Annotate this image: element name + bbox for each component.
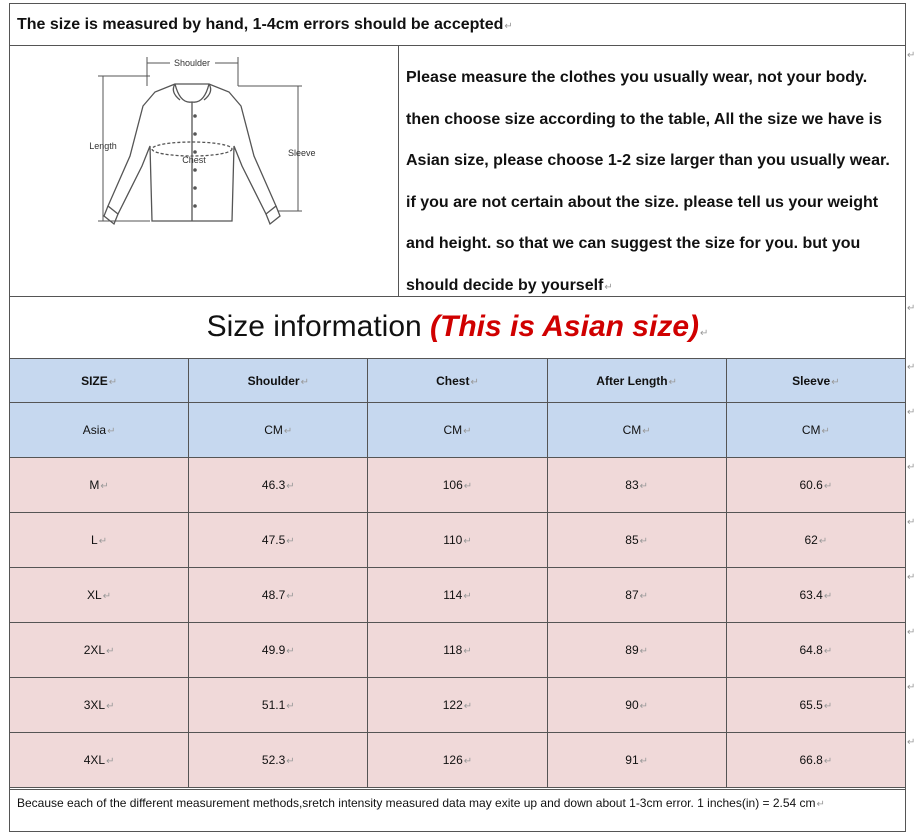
table-cell: 47.5↵: [189, 513, 368, 568]
table-cell: 3XL↵: [10, 678, 189, 733]
instruction-line: if you are not certain about the size. please tell us your weight: [406, 193, 879, 211]
table-cell: 87↵: [547, 568, 726, 623]
header-sleeve: Sleeve↵: [726, 359, 905, 403]
paragraph-mark-icon: ↵: [700, 328, 709, 339]
paragraph-mark-icon: ↵: [907, 462, 916, 473]
table-cell: 63.4↵: [726, 568, 905, 623]
table-header-row: [10, 359, 906, 403]
paragraph-mark-icon: ↵: [907, 627, 916, 638]
instruction-line: Asian size, please choose 1-2 size larger than you usually wear.: [406, 152, 890, 170]
measurement-diagram: [9, 45, 399, 297]
paragraph-mark-icon: ↵: [907, 50, 916, 61]
size-information-title: [9, 296, 906, 359]
table-cell: 114↵: [368, 568, 547, 623]
table-cell: CM↵: [726, 403, 905, 458]
title-asian-size-note: (This is Asian size): [430, 310, 699, 343]
footer-text: Because each of the different measurement methods,sretch intensity measured data may exite up and down about 1-3cm error. 1 inches(in) = 2.54 cm: [17, 796, 816, 810]
table-cell: 110↵: [368, 513, 547, 568]
table-row: [10, 623, 906, 678]
instruction-line: Please measure the clothes you usually wear, not your body.: [406, 69, 868, 86]
instruction-line: and height. so that we can suggest the size for you. but you: [406, 235, 861, 253]
paragraph-mark-icon: ↵: [907, 572, 916, 583]
instruction-line: should decide by yourself↵: [406, 276, 613, 294]
table-row: [10, 458, 906, 513]
header-chest: Chest↵: [368, 359, 547, 403]
paragraph-mark-icon: ↵: [907, 407, 916, 418]
table-unit-row: [10, 403, 906, 458]
size-table: [9, 358, 906, 788]
paragraph-mark-icon: ↵: [907, 737, 916, 748]
paragraph-mark-icon: ↵: [907, 303, 916, 314]
table-cell: CM↵: [547, 403, 726, 458]
table-cell: 48.7↵: [189, 568, 368, 623]
measurement-notice: [9, 3, 906, 46]
paragraph-mark-icon: ↵: [907, 682, 916, 693]
table-cell: 65.5↵: [726, 678, 905, 733]
table-cell: 49.9↵: [189, 623, 368, 678]
table-cell: 66.8↵: [726, 733, 905, 788]
paragraph-mark-icon: ↵: [604, 281, 613, 293]
table-row: [10, 568, 906, 623]
table-cell: CM↵: [189, 403, 368, 458]
table-cell: 83↵: [547, 458, 726, 513]
table-cell: 126↵: [368, 733, 547, 788]
measurement-instructions: [398, 45, 906, 297]
chest-label: Chest: [182, 155, 206, 165]
table-cell: 2XL↵: [10, 623, 189, 678]
title-main: Size information: [206, 310, 431, 343]
paragraph-mark-icon: ↵: [504, 21, 513, 32]
paragraph-marks: [907, 0, 919, 835]
table-cell: Asia↵: [10, 403, 189, 458]
header-shoulder: Shoulder↵: [189, 359, 368, 403]
table-cell: 118↵: [368, 623, 547, 678]
table-cell: CM↵: [368, 403, 547, 458]
length-label: Length: [89, 141, 117, 151]
table-row: [10, 678, 906, 733]
paragraph-mark-icon: ↵: [907, 517, 916, 528]
table-cell: 91↵: [547, 733, 726, 788]
shirt-diagram-icon: [10, 46, 398, 296]
instruction-line: then choose size according to the table, All the size we have is: [406, 110, 882, 128]
table-cell: 52.3↵: [189, 733, 368, 788]
table-cell: 85↵: [547, 513, 726, 568]
table-cell: 60.6↵: [726, 458, 905, 513]
table-cell: 62↵: [726, 513, 905, 568]
sleeve-label: Sleeve: [288, 148, 316, 158]
table-cell: XL↵: [10, 568, 189, 623]
table-row: [10, 733, 906, 788]
notice-text: The size is measured by hand, 1-4cm errors should be accepted: [17, 16, 504, 33]
table-cell: 64.8↵: [726, 623, 905, 678]
table-cell: 106↵: [368, 458, 547, 513]
table-cell: 89↵: [547, 623, 726, 678]
paragraph-mark-icon: ↵: [907, 362, 916, 373]
table-cell: 46.3↵: [189, 458, 368, 513]
table-cell: 4XL↵: [10, 733, 189, 788]
table-cell: M↵: [10, 458, 189, 513]
measurement-footer-note: [9, 789, 906, 832]
table-cell: 122↵: [368, 678, 547, 733]
header-after-length: After Length↵: [547, 359, 726, 403]
table-row: [10, 513, 906, 568]
table-cell: 90↵: [547, 678, 726, 733]
header-size: SIZE↵: [10, 359, 189, 403]
shoulder-label: Shoulder: [173, 58, 211, 68]
paragraph-mark-icon: ↵: [816, 799, 825, 810]
table-cell: L↵: [10, 513, 189, 568]
table-cell: 51.1↵: [189, 678, 368, 733]
